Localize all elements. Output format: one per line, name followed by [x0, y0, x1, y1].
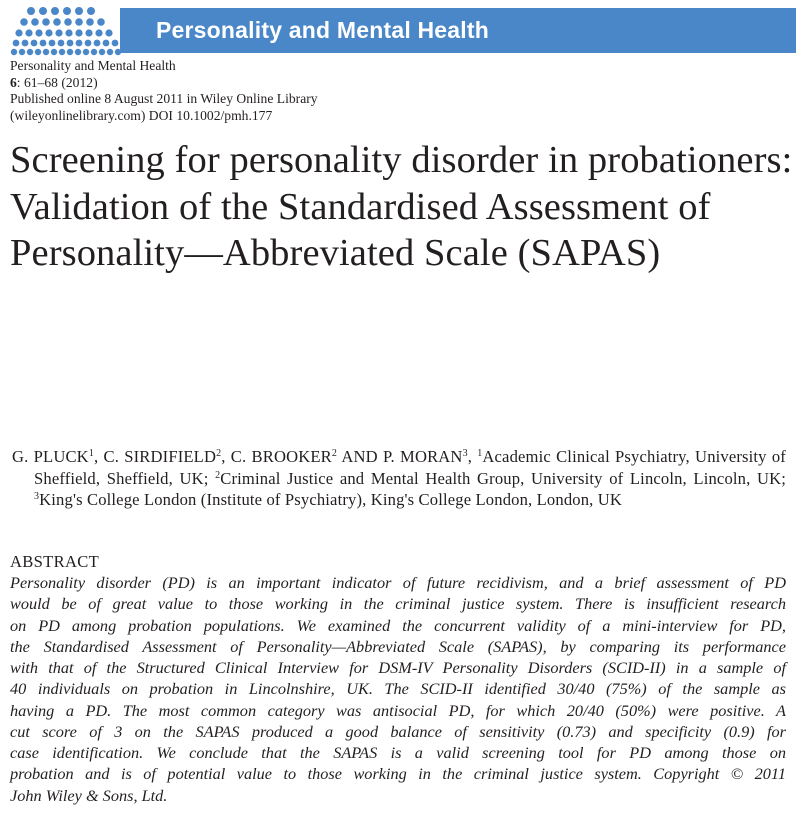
abstract-line: the Standardised Assessment of Personality—Abbreviated Scale (SAPAS), by comparing its performance [10, 636, 786, 656]
article-title: Screening for personality disorder in probationers: Validation of the Standardised Assessment of Personality—Abbreviated Scale (SAPAS) [10, 139, 793, 274]
author-name: AND P. MORAN [337, 447, 463, 466]
author-affiliation-mark: 2 [331, 448, 338, 459]
author-name: G. PLUCK [12, 447, 89, 466]
citation-pages: : 61–68 (2012) [16, 74, 98, 90]
journal-name: Personality and Mental Health [156, 17, 489, 43]
author-affiliation-mark: 2 [216, 448, 222, 459]
journal-header-band [120, 8, 796, 53]
citation-journal: Personality and Mental Health [10, 58, 176, 73]
abstract-line: having a PD. The most common category was antisocial PD, for which 20/40 (50%) were positive. A [10, 700, 786, 720]
citation-doi: (wileyonlinelibrary.com) DOI 10.1002/pmh.177 [10, 107, 273, 123]
abstract-heading: ABSTRACT [10, 552, 100, 571]
affiliation-separator: , [467, 447, 478, 466]
author-affiliation-mark: 3 [462, 448, 468, 459]
affiliation-mark: 2 [215, 469, 221, 481]
abstract-line: probation and is of potential value to those working in the criminal justice system. Copyright © 2011 [10, 764, 786, 784]
citation-volume-pages [10, 75, 318, 92]
abstract-line: on PD among probation populations. We examined the concurrent validity of a mini-interview for PD, [10, 615, 786, 635]
citation-volume: 6 [10, 74, 17, 90]
abstract-line: would be of great value to those working in the criminal justice system. There is insufficient research [10, 594, 786, 614]
affiliation-mark: 3 [34, 491, 40, 502]
abstract-body [10, 572, 786, 806]
affiliation: Academic Clinical Psychiatry, University of Sheffield, Sheffield, UK; [34, 447, 786, 488]
author-name: , C. SIRDIFIELD [93, 447, 217, 466]
journal-logo [4, 2, 122, 60]
affiliation-mark: 1 [477, 448, 483, 459]
abstract-line: case identification. We conclude that the SAPAS is a valid screening tool for PD among those on [10, 743, 786, 762]
abstract-line: with that of the Structured Clinical Interview for DSM-IV Personality Disorders (SCID-II) in a sample of [10, 658, 786, 677]
author-affiliation-mark: 1 [88, 448, 94, 459]
author-list [12, 446, 786, 511]
citation-published: Published online 8 August 2011 in Wiley Online Library [10, 91, 318, 107]
affiliation: King's College London (Institute of Psychiatry), King's College London, London, UK [39, 490, 623, 509]
affiliation: Criminal Justice and Mental Health Group, University of Lincoln, Lincoln, UK; [220, 468, 786, 488]
author-name: , C. BROOKER [221, 447, 332, 466]
citation-block [10, 58, 318, 124]
abstract-line: 40 individuals on probation in Lincolnshire, UK. The SCID-II identified 30/40 (75%) of the sample as [10, 679, 786, 699]
abstract-line: cut score of 3 on the SAPAS produced a good balance of sensitivity (0.73) and specificity (0.9) for [10, 721, 786, 741]
abstract-line: Personality disorder (PD) is an important indicator of future recidivism, and a brief assessment of PD [10, 573, 786, 592]
abstract-line: John Wiley & Sons, Ltd. [10, 785, 168, 805]
